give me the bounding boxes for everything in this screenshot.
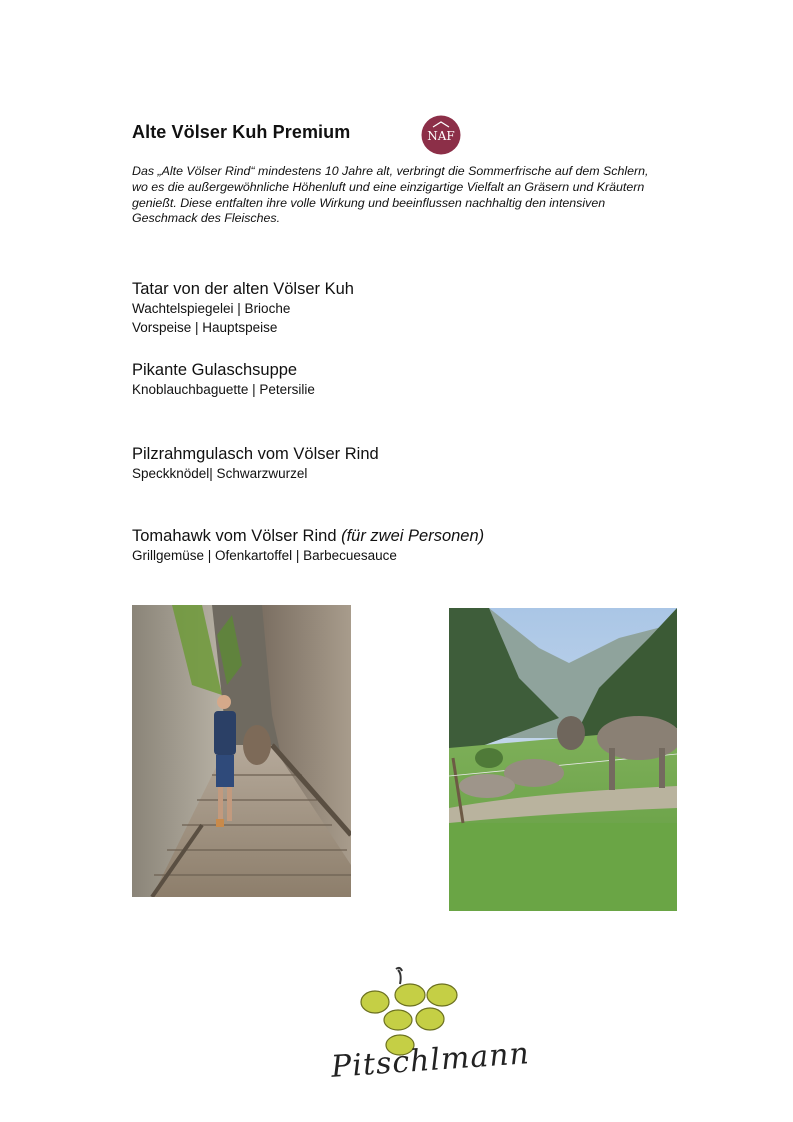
brand-logo [330, 966, 531, 1096]
dish-note: (für zwei Personen) [341, 527, 485, 545]
intro-line: Geschmack des Fleisches. [132, 211, 281, 226]
dish-name: Pilzrahmgulasch vom Völser Rind [132, 445, 379, 463]
intro-line: genießt. Diese entfalten ihre volle Wirkung und beeinflussen nachhaltig den intensiven [132, 195, 606, 210]
dish-pilzrahmgulasch [132, 444, 379, 483]
dish-tatar [132, 279, 354, 337]
intro-line: wo es die außergewöhnliche Höhenluft und eine einzigartige Vielfalt an Gräsern und Kräutern [132, 179, 645, 194]
page-title: Alte Völser Kuh Premium [132, 122, 351, 142]
intro-paragraph [132, 164, 702, 227]
dish-gulaschsuppe [132, 360, 315, 399]
intro-line: Das „Alte Völser Rind“ mindestens 10 Jahre alt, verbringt die Sommerfrische auf dem Schlern, [132, 164, 649, 178]
dish-name-text: Tomahawk vom Völser Rind [132, 527, 337, 545]
association-logo-icon [421, 115, 461, 155]
dish-name [132, 526, 484, 546]
dish-name: Tatar von der alten Völser Kuh [132, 280, 354, 298]
photo-cows-meadow [449, 608, 677, 911]
dish-sides: Grillgemüse | Ofenkartoffel | Barbecuesauce [132, 548, 397, 563]
dish-sides: Wachtelspiegelei | Brioche [132, 301, 291, 316]
photo-hiker-gorge [132, 605, 351, 897]
brand-name: Pitschlmann [330, 1036, 531, 1085]
dish-sides: Speckknödel| Schwarzwurzel [132, 466, 308, 481]
dish-name: Pikante Gulaschsuppe [132, 361, 298, 379]
dish-course: Vorspeise | Hauptspeise [132, 320, 278, 335]
svg-text:NAF: NAF [427, 129, 455, 143]
dish-sides: Knoblauchbaguette | Petersilie [132, 382, 315, 397]
dish-tomahawk [132, 526, 484, 565]
